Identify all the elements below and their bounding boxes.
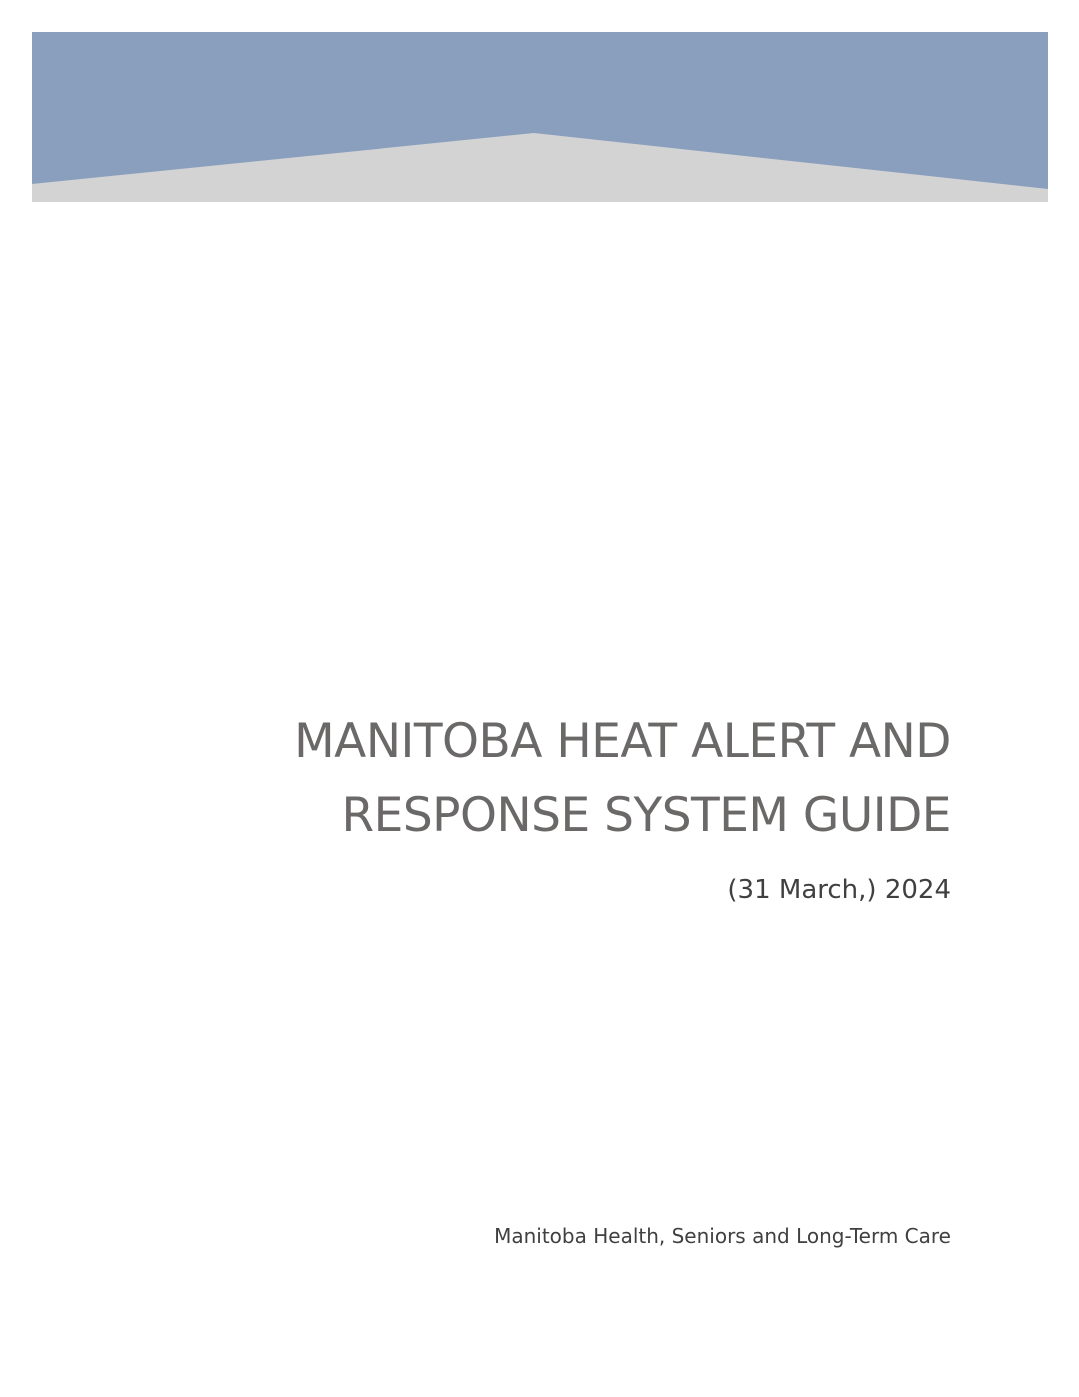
title-line-1: MANITOBA HEAT ALERT AND: [294, 714, 951, 769]
document-date: (31 March,) 2024: [727, 875, 951, 905]
organization-name: Manitoba Health, Seniors and Long-Term Care: [494, 1224, 951, 1248]
banner-graphic: [32, 32, 1048, 202]
header-banner: [32, 32, 1048, 202]
title-line-2: RESPONSE SYSTEM GUIDE: [341, 788, 951, 843]
document-title: [191, 705, 951, 853]
